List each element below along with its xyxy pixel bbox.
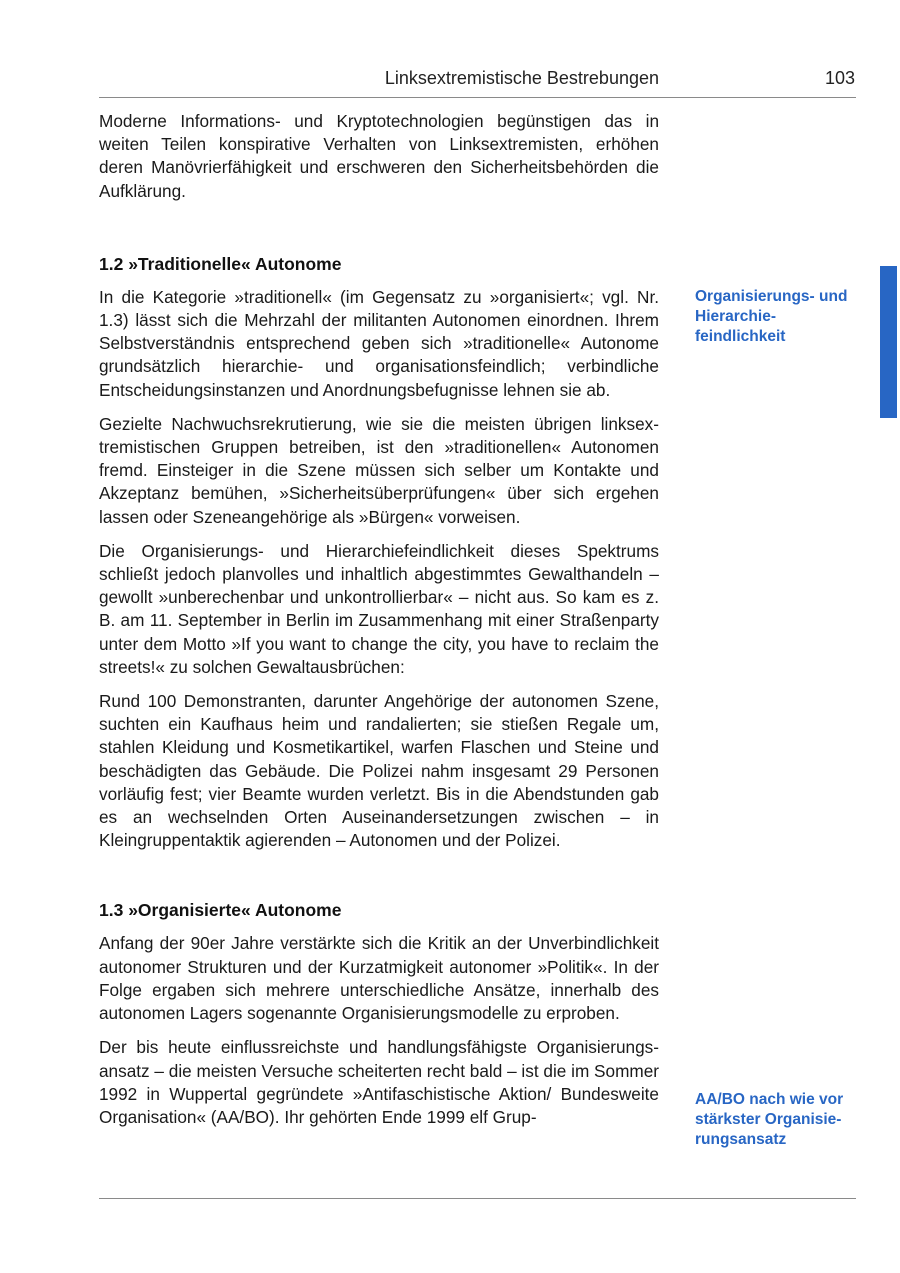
body-paragraph: Anfang der 90er Jahre verstärkte sich die Kritik an der Unverbindlichkeit autonomer Strukturen und der Kurzatmigkeit autonomer »Politik«. In der Folge ergaben sich mehrere unterschiedliche Ansätze, innerhalb des autonomen Lagers sogenannte Organisierungsmodelle zu erproben.	[99, 933, 659, 1024]
body-paragraph: Rund 100 Demonstranten, darunter Angehörige der autonomen Szene, suchten ein Kaufhaus heim und randalierten; sie stießen Regale um, stahlen Kleidung und Kosmetikartikel, warfen Flaschen und Steine und beschädigten das Gebäude. Die Polizei nahm insgesamt 29 Personen vorläufig fest; vier Beamte wurden verletzt. Bis in die Abendstunden gab es an wechselnden Orten Auseinandersetzungen zwischen – in Kleingruppentaktik agierenden – Autonomen und der Polizei.	[99, 691, 659, 851]
main-text-column	[99, 110, 659, 1140]
intro-paragraph: Moderne Informations- und Kryptotechnologien begünstigen das in weiten Teilen konspirative Verhalten von Linksextremisten, erhöhen deren Manövrierfähigkeit und erschweren den Sicherheitsbehörden die Aufklärung.	[99, 111, 659, 201]
sidenote-aa-bo: AA/BO nach wie vor stärkster Organisierungsansatz	[695, 1091, 844, 1148]
sidenote-organisierungsfeindlichkeit: Organisierungs- und Hierarchie- feindlichkeit	[695, 288, 848, 345]
body-paragraph: Die Organisierungs- und Hierarchiefeindlichkeit dieses Spektrums schließt jedoch planvolles und inhaltlich abgestimmtes Gewalthandeln – gewollt »unberechenbar und unkontrollierbar« – nicht aus. So kam es z. B. am 11. September in Berlin im Zusammenhang mit einer Straßenparty unter dem Motto »If you want to change the city, you have to reclaim the streets!« zu solchen Gewaltausbrüchen:	[99, 540, 659, 677]
page-header	[99, 66, 856, 98]
page-number: 103	[824, 68, 855, 88]
running-title: Linksextremistische Bestrebungen	[384, 68, 659, 88]
chapter-tab-marker	[880, 266, 897, 418]
footer-rule	[99, 1198, 856, 1199]
section-heading-1-2: 1.2 »Traditionelle« Autonome	[99, 253, 342, 274]
body-paragraph: In die Kategorie »traditionell« (im Gegensatz zu »organisiert«; vgl. Nr. 1.3) lässt sich die Mehrzahl der militanten Autonomen einordnen. Ihrem Selbstverständnis entsprechend geben sich »traditionelle« Autonome grundsätzlich hierarchie- und organisationsfeindlich; verbindliche Entscheidungsinstanzen und Anordnungsbefugnisse lehnen sie ab.	[99, 286, 659, 400]
section-heading-1-3: 1.3 »Organisierte« Autonome	[99, 900, 342, 921]
body-paragraph: Der bis heute einflussreichste und handlungsfähigste Organisierungsansatz – die meisten Versuche scheiterten recht bald – ist die im Sommer 1992 in Wuppertal gegründete »Antifaschistische Aktion/ Bundesweite Organisation« (AA/BO). Ihr gehörten Ende 1999 elf Grup-	[99, 1037, 659, 1127]
body-paragraph: Gezielte Nachwuchsrekrutierung, wie sie die meisten übrigen linksextremistischen Gruppen betreiben, ist den »traditionellen« Autonomen fremd. Einsteiger in die Szene müssen sich selber um Kontakte und Akzeptanz bemühen, »Sicherheitsüberprüfungen« über sich ergehen lassen oder Szeneangehörige als »Bürgen« vorweisen.	[99, 413, 659, 527]
